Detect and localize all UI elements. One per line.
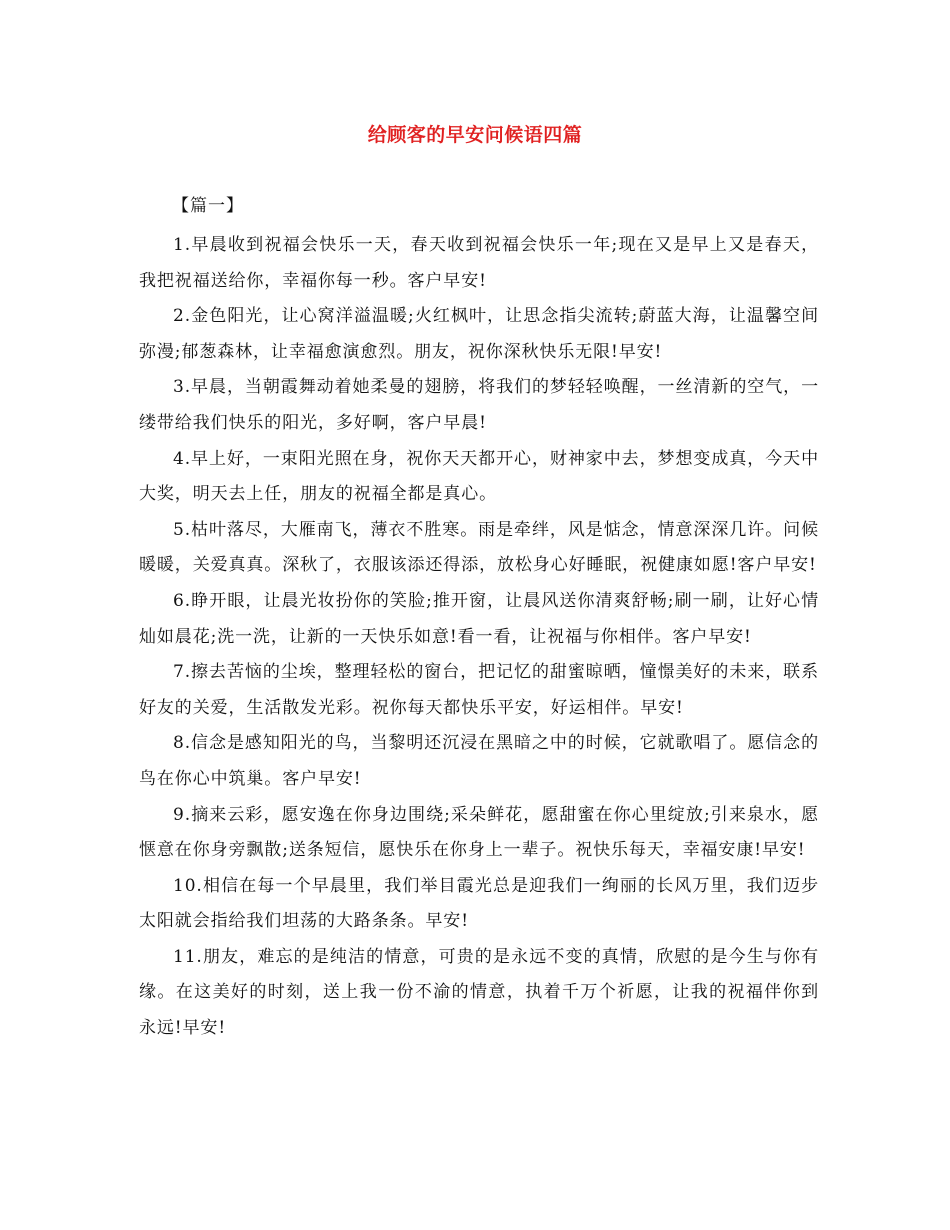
paragraph: 9.摘来云彩，愿安逸在你身边围绕;采朵鲜花，愿甜蜜在你心里绽放;引来泉水，愿惬意在你身旁飘散;送条短信，愿快乐在你身上一辈子。祝快乐每天，幸福安康!早安! <box>139 804 819 861</box>
paragraph: 1.早晨收到祝福会快乐一天，春天收到祝福会快乐一年;现在又是早上又是春天，我把祝福送给你，幸福你每一秒。客户早安! <box>139 235 819 291</box>
document-body <box>139 228 819 1047</box>
paragraph: 2.金色阳光，让心窝洋溢温暖;火红枫叶，让思念指尖流转;蔚蓝大海，让温馨空间弥漫;郁葱森林，让幸福愈演愈烈。朋友，祝你深秋快乐无限!早安! <box>139 306 819 362</box>
paragraph: 4.早上好，一束阳光照在身，祝你天天都开心，财神家中去，梦想变成真，今天中大奖，明天去上任，朋友的祝福全都是真心。 <box>139 448 819 505</box>
paragraph: 8.信念是感知阳光的鸟，当黎明还沉浸在黑暗之中的时候，它就歌唱了。愿信念的鸟在你心中筑巢。客户早安! <box>139 733 819 789</box>
section-heading: 【篇一】 <box>172 196 244 216</box>
paragraph: 11.朋友，难忘的是纯洁的情意，可贵的是永远不变的真情，欣慰的是今生与你有缘。在这美好的时刻，送上我一份不渝的情意，执着千万个祈愿，让我的祝福伴你到永远!早安! <box>139 946 819 1039</box>
paragraph: 10.相信在每一个早晨里，我们举目霞光总是迎我们一绚丽的长风万里，我们迈步太阳就会指给我们坦荡的大路条条。早安! <box>139 875 819 932</box>
document-title: 给顾客的早安问候语四篇 <box>367 124 583 146</box>
paragraph: 6.睁开眼，让晨光妆扮你的笑脸;推开窗，让晨风送你清爽舒畅;刷一刷，让好心情灿如晨花;洗一洗，让新的一天快乐如意!看一看，让祝福与你相伴。客户早安! <box>139 590 819 647</box>
paragraph: 5.枯叶落尽，大雁南飞，薄衣不胜寒。雨是牵绊，风是惦念，情意深深几许。问候暖暖，关爱真真。深秋了，衣服该添还得添，放松身心好睡眠，祝健康如愿!客户早安! <box>139 519 819 576</box>
paragraph: 7.擦去苦恼的尘埃，整理轻松的窗台，把记忆的甜蜜晾晒，憧憬美好的未来，联系好友的关爱，生活散发光彩。祝你每天都快乐平安，好运相伴。早安! <box>139 662 819 718</box>
paragraph: 3.早晨，当朝霞舞动着她柔曼的翅膀，将我们的梦轻轻唤醒，一丝清新的空气，一缕带给我们快乐的阳光，多好啊，客户早晨! <box>139 377 819 433</box>
